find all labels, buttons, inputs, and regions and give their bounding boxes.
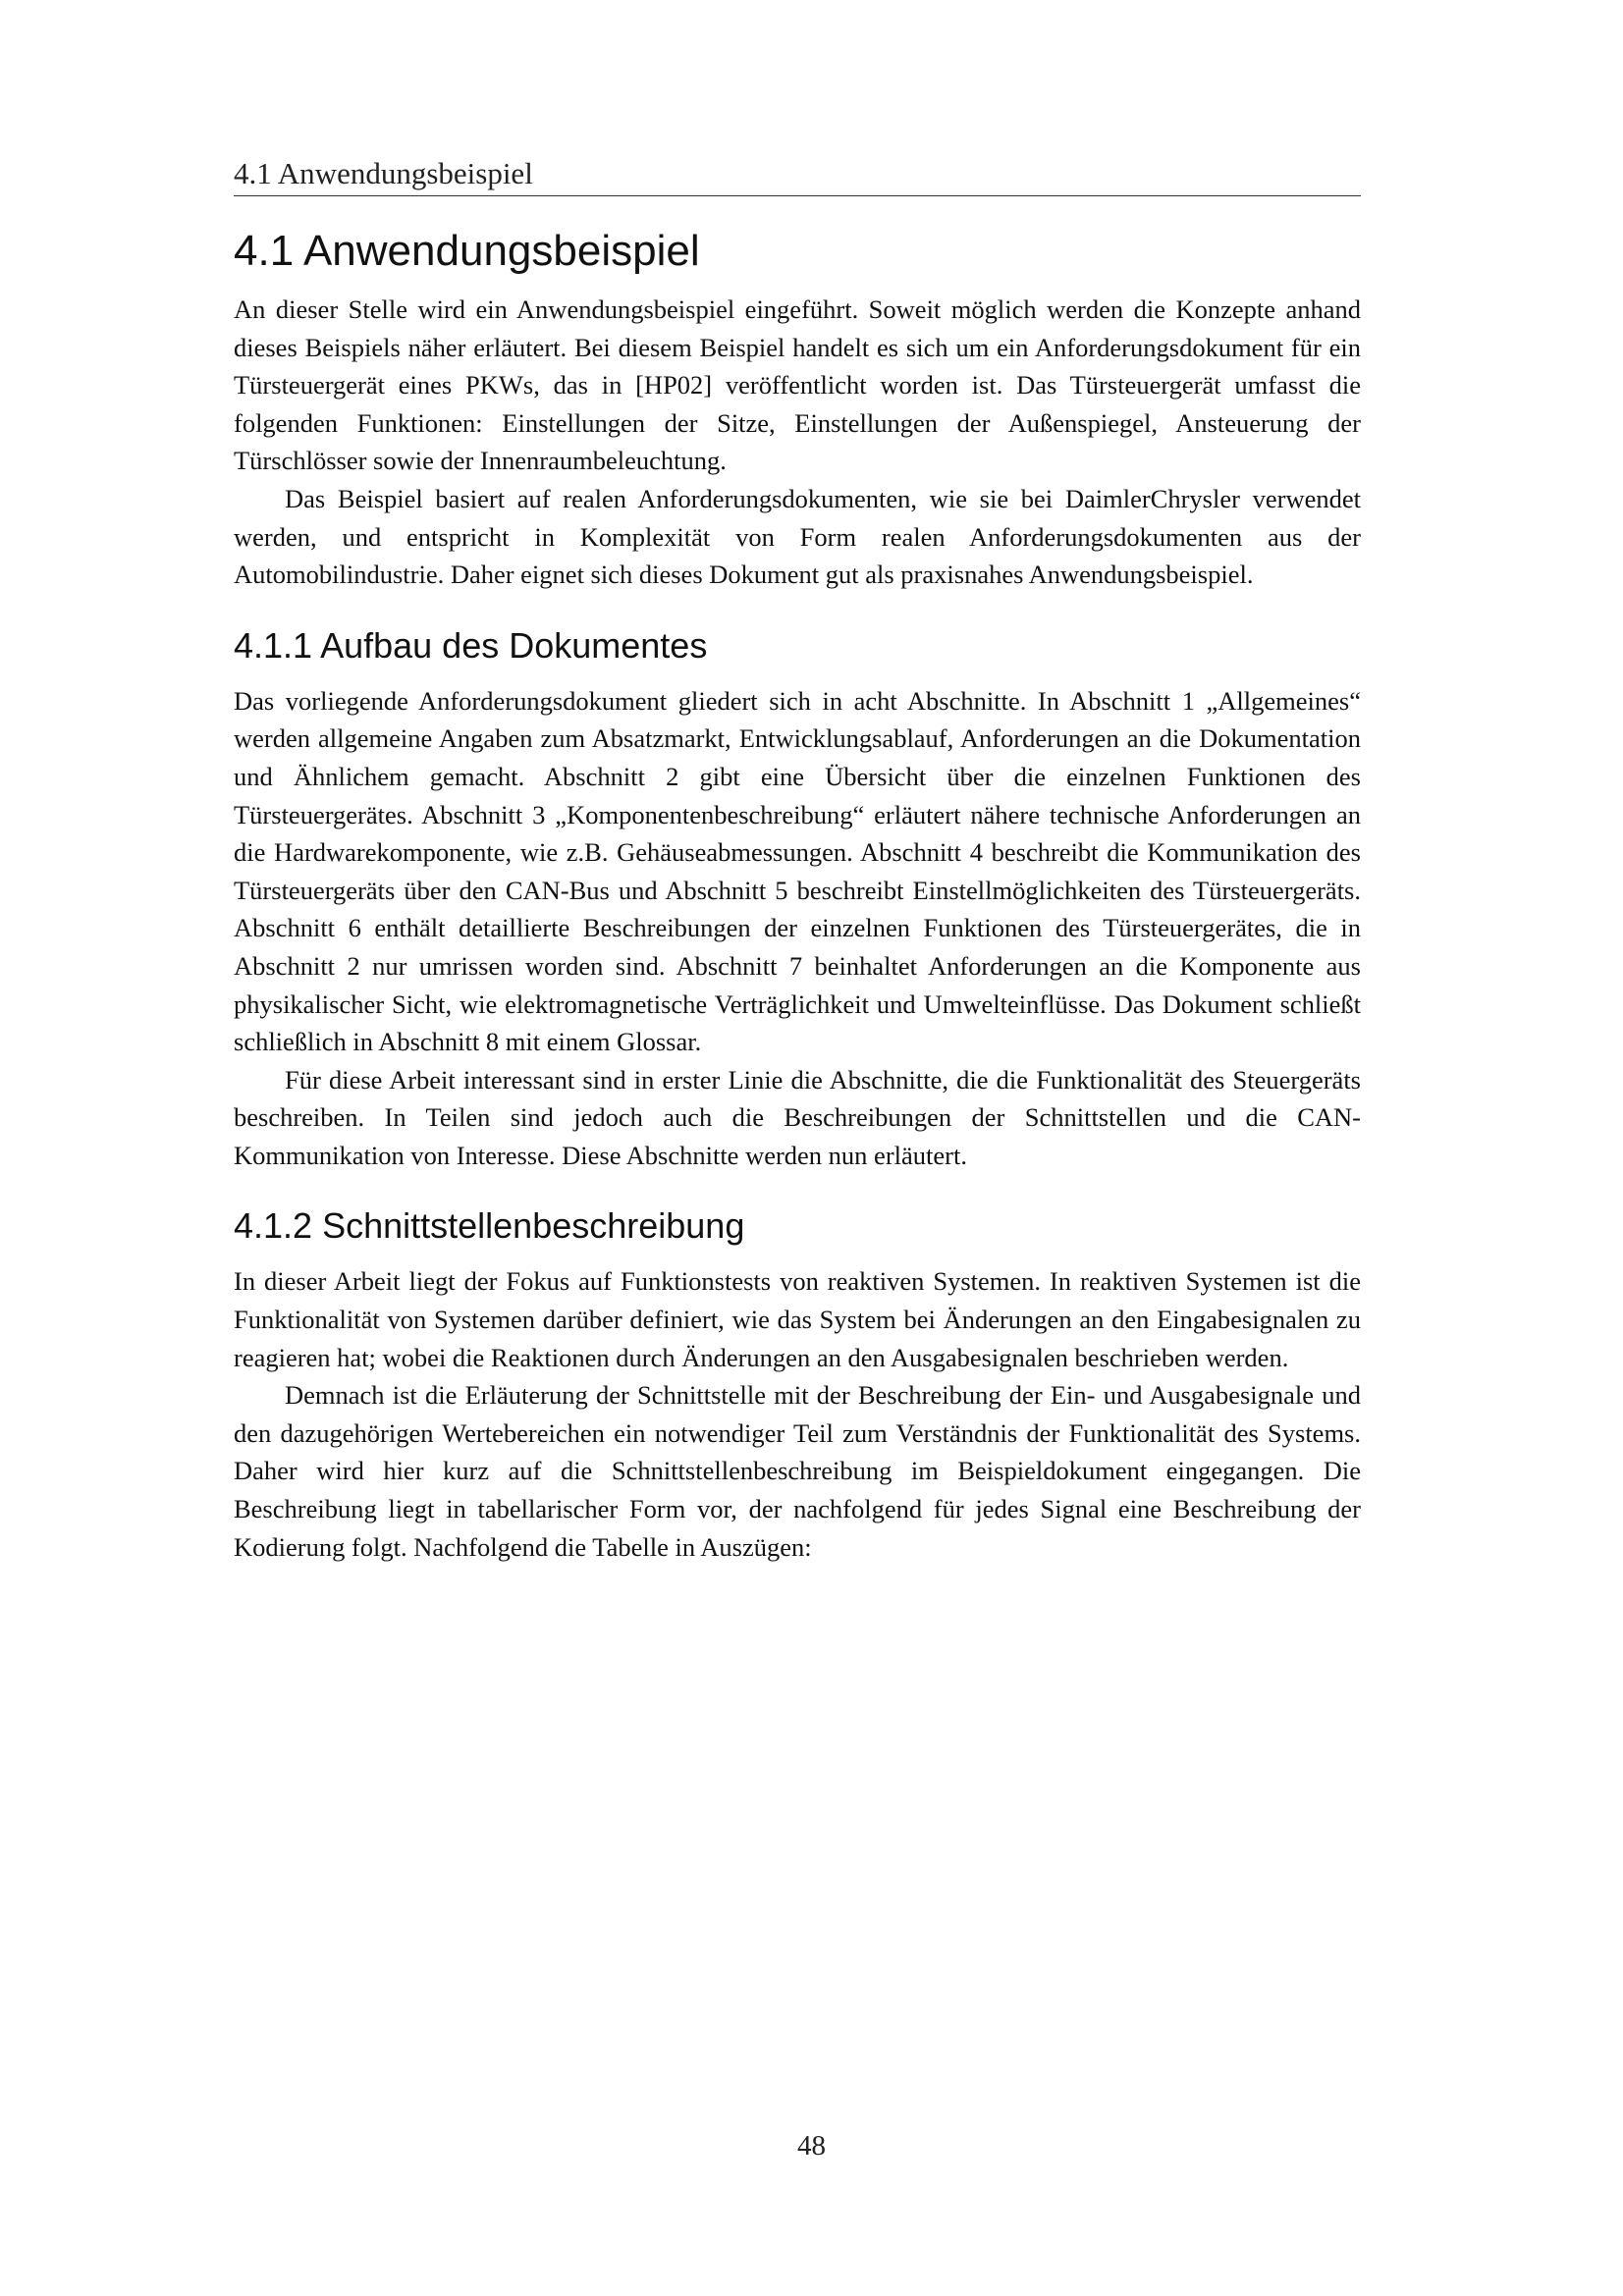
subsection-title: 4.1.2 Schnittstellenbeschreibung (234, 1205, 745, 1247)
subsection-title: 4.1.1 Aufbau des Dokumentes (234, 624, 708, 666)
paragraph: An dieser Stelle wird ein Anwendungsbeispiel eingeführt. Soweit möglich werden die Konzepte anhand dieses Beispiels näher erläutert. Bei diesem Beispiel handelt es sich um ein Anforderungsdokument für ein Türsteuergerät eines PKWs, das in [HP02] veröffentlicht worden ist. Das Türsteuergerät umfasst die folgenden Funktionen: Einstellungen der Sitze, Einstellungen der Außenspiegel, Ansteuerung der Türschlösser sowie der Innenraumbeleuchtung. (234, 294, 1361, 476)
section-title: 4.1 Anwendungsbeispiel (234, 227, 700, 275)
running-header: 4.1 Anwendungsbeispiel (234, 154, 1361, 196)
paragraph: Für diese Arbeit interessant sind in erster Linie die Abschnitte, die die Funktionalität des Steuergeräts beschreiben. In Teilen sind jedoch auch die Beschreibungen der Schnittstellen und die CAN-Kommunikation von Interesse. Diese Abschnitte werden nun erläutert. (234, 1064, 1361, 1170)
page-content (234, 224, 1361, 1566)
page-number: 48 (797, 2130, 826, 2162)
paragraph: Das Beispiel basiert auf realen Anforderungsdokumenten, wie sie bei DaimlerChrysler verwendet werden, und entspricht in Komplexität von Form realen Anforderungsdokumenten aus der Automobilindustrie. Daher eignet sich dieses Dokument gut als praxisnahes Anwendungsbeispiel. (234, 483, 1361, 590)
paragraph: Demnach ist die Erläuterung der Schnittstelle mit der Beschreibung der Ein- und Ausgabesignale und den dazugehörigen Wertebereichen ein notwendiger Teil zum Verständnis der Funktionalität des Systems. Daher wird hier kurz auf die Schnittstellenbeschreibung im Beispieldokument eingegangen. Die Beschreibung liegt in tabellarischer Form vor, der nachfolgend für jedes Signal eine Beschreibung der Kodierung folgt. Nachfolgend die Tabelle in Auszügen: (234, 1380, 1361, 1562)
paragraph: Das vorliegende Anforderungsdokument gliedert sich in acht Abschnitte. In Abschnitt 1 „Allgemeines“ werden allgemeine Angaben zum Absatzmarkt, Entwicklungsablauf, Anforderungen an die Dokumentation und Ähnlichem gemacht. Abschnitt 2 gibt eine Übersicht über die einzelnen Funktionen des Türsteuergerätes. Abschnitt 3 „Komponentenbeschreibung“ erläutert nähere technische Anforderungen an die Hardwarekomponente, wie z.B. Gehäuseabmessungen. Abschnitt 4 beschreibt die Kommunikation des Türsteuergeräts über den CAN-Bus und Abschnitt 5 beschreibt Einstellmöglichkeiten des Türsteuergeräts. Abschnitt 6 enthält detaillierte Beschreibungen der einzelnen Funktionen des Türsteuergerätes, die in Abschnitt 2 nur umrissen worden sind. Abschnitt 7 beinhaltet Anforderungen an die Komponente aus physikalischer Sicht, wie elektromagnetische Verträglichkeit und Umwelteinflüsse. Das Dokument schließt schließlich in Abschnitt 8 mit einem Glossar. (234, 685, 1361, 1057)
paragraph: In dieser Arbeit liegt der Fokus auf Funktionstests von reaktiven Systemen. In reaktiven Systemen ist die Funktionalität von Systemen darüber definiert, wie das System bei Änderungen an den Eingabesignalen zu reagieren hat; wobei die Reaktionen durch Änderungen an den Ausgabesignalen beschrieben werden. (234, 1266, 1361, 1372)
